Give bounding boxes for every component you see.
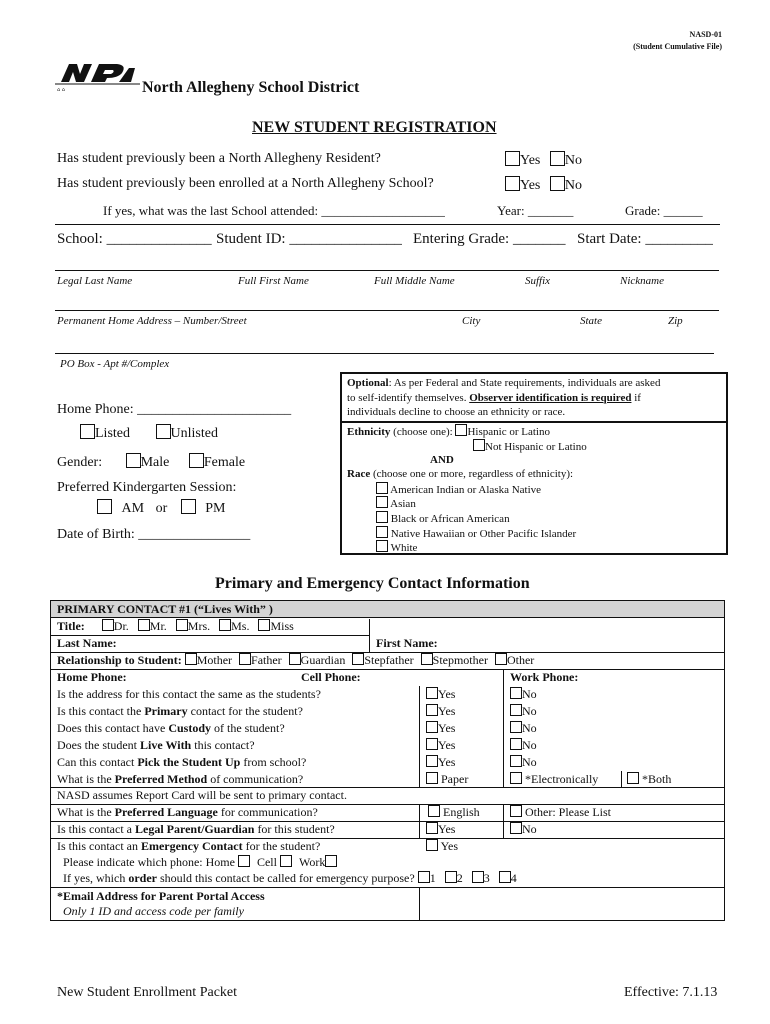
race-checkbox[interactable]	[376, 511, 388, 523]
race-option	[376, 511, 510, 525]
relationship-stepfather-checkbox[interactable]	[352, 653, 364, 665]
method-option: *Both	[642, 772, 672, 786]
resident-no-checkbox[interactable]	[550, 151, 565, 166]
emergency-work-checkbox[interactable]	[325, 855, 337, 867]
q-pre: Does this contact have	[57, 721, 169, 735]
language-english-checkbox[interactable]	[428, 805, 440, 817]
method-paper	[426, 772, 468, 787]
last-school-field[interactable]: If yes, what was the last School attended: ___________________	[103, 203, 445, 218]
relationship-mother-checkbox[interactable]	[185, 653, 197, 665]
male-label: Male	[140, 455, 170, 470]
question-no-checkbox[interactable]	[510, 687, 522, 699]
ethnicity-label: Ethnicity	[347, 426, 391, 438]
email-label: *Email Address for Parent Portal Access	[57, 889, 265, 903]
q-post: for the student?	[242, 839, 321, 853]
question-yes	[426, 704, 455, 719]
suffix-label: Suffix	[525, 275, 551, 287]
title-ms-checkbox[interactable]	[219, 619, 231, 631]
title-miss-checkbox[interactable]	[258, 619, 270, 631]
q-pre: Is this contact a	[57, 822, 135, 836]
observer-notice: Observer identification is required	[469, 392, 632, 404]
pm-checkbox[interactable]	[181, 499, 196, 514]
emergency-home-checkbox[interactable]	[238, 855, 250, 867]
question-yes-checkbox[interactable]	[426, 721, 438, 733]
race-hint: (choose one or more, regardless of ethnicity):	[370, 468, 574, 480]
emergency-yes	[426, 839, 458, 854]
method-option: *Electronically	[525, 772, 599, 786]
contact-first-name-field[interactable]: First Name:	[376, 636, 438, 650]
district-logo	[55, 60, 140, 92]
gender-row	[57, 453, 245, 471]
race-checkbox[interactable]	[376, 526, 388, 538]
order-row	[51, 871, 724, 887]
emergency-cell-checkbox[interactable]	[280, 855, 292, 867]
ethnicity-race-box	[340, 372, 728, 555]
race-option	[376, 482, 541, 496]
q-bold: Pick the Student Up	[137, 755, 241, 769]
title-option: Mrs.	[187, 619, 211, 633]
name-input-line[interactable]	[55, 270, 719, 271]
order-option: 4	[510, 871, 517, 885]
question-no-checkbox[interactable]	[510, 721, 522, 733]
work-label: Work	[298, 855, 326, 869]
contact-cell-phone-field[interactable]: Cell Phone:	[301, 670, 361, 684]
question-row	[51, 721, 724, 737]
hispanic-label: Hispanic or Latino	[467, 426, 550, 438]
title-row	[51, 619, 724, 635]
contact-last-name-field[interactable]: Last Name:	[57, 636, 117, 650]
guardian-yes	[426, 822, 455, 837]
question-no	[510, 704, 537, 719]
method-electronic-checkbox[interactable]	[510, 772, 522, 784]
question-yes	[426, 687, 455, 702]
optional-text-line2	[347, 392, 641, 404]
question-no	[510, 687, 537, 702]
contact-home-phone-field[interactable]: Home Phone:	[57, 670, 127, 684]
race-checkbox[interactable]	[376, 482, 388, 494]
guardian-yes-checkbox[interactable]	[426, 822, 438, 834]
question-yes-checkbox[interactable]	[426, 704, 438, 716]
footer-right: Effective: 7.1.13	[624, 985, 718, 1000]
relationship-option: Stepmother	[432, 653, 488, 667]
contact-work-phone-field[interactable]: Work Phone:	[510, 670, 579, 684]
city-label: City	[462, 315, 481, 327]
yes-label: Yes	[438, 704, 456, 718]
race-option-label: White	[390, 542, 418, 554]
order-option: 3	[483, 871, 490, 885]
relationship-label: Relationship to Student:	[57, 653, 182, 667]
optional-text1: : As per Federal and State requirements, individuals are asked	[388, 377, 661, 389]
po-box-label: PO Box - Apt #/Complex	[60, 358, 170, 370]
enrolled-no-checkbox[interactable]	[550, 176, 565, 191]
method-both	[627, 772, 671, 787]
last-name-label: Legal Last Name	[57, 275, 133, 287]
race-option-label: American Indian or Alaska Native	[390, 484, 542, 496]
order-option: 1	[429, 871, 436, 885]
title-dr-checkbox[interactable]	[102, 619, 114, 631]
guardian-no-checkbox[interactable]	[510, 822, 522, 834]
language-question	[57, 805, 318, 820]
footer-left: New Student Enrollment Packet	[57, 985, 238, 1000]
relationship-option: Father	[251, 653, 282, 667]
q-bold: Preferred Method	[114, 772, 208, 786]
state-label: State	[580, 315, 602, 327]
language-other	[510, 805, 611, 820]
question-no-checkbox[interactable]	[510, 755, 522, 767]
q-post: for communication?	[217, 805, 318, 819]
q-pre: What is the	[57, 805, 115, 819]
home-phone-field[interactable]: Home Phone: ______________________	[57, 402, 292, 417]
male-checkbox[interactable]	[126, 453, 141, 468]
or-label: or	[155, 501, 168, 516]
school-field[interactable]: School: ______________	[57, 231, 212, 247]
order-4-checkbox[interactable]	[499, 871, 511, 883]
form-subtitle: (Student Cumulative File)	[633, 42, 722, 51]
q-bold: order	[128, 871, 157, 885]
q-pre: What is the	[57, 772, 115, 786]
contact-header-label: PRIMARY CONTACT #1 (“Lives With” )	[57, 602, 273, 616]
kindergarten-label: Preferred Kindergarten Session:	[57, 480, 237, 495]
question-row	[51, 704, 724, 720]
q-post: for this student?	[254, 822, 335, 836]
no-label: No	[522, 822, 537, 836]
question-no	[510, 755, 537, 770]
pm-label: PM	[205, 501, 226, 516]
yes-label: Yes	[520, 153, 541, 168]
and-label: AND	[430, 454, 454, 466]
language-option: Other: Please List	[525, 805, 611, 819]
q-bold: Legal Parent/Guardian	[134, 822, 255, 836]
question-row	[51, 755, 724, 771]
phone-indicate-row	[51, 855, 724, 871]
question-text	[57, 738, 255, 753]
q-bold: Primary	[144, 704, 188, 718]
q-post: of communication?	[207, 772, 304, 786]
po-box-input-line[interactable]	[55, 353, 714, 354]
ethnicity-hint: (choose one):	[390, 426, 453, 438]
unlisted-checkbox[interactable]	[156, 424, 171, 439]
question-yes	[426, 738, 455, 753]
contact-table	[50, 600, 725, 921]
order-2-checkbox[interactable]	[445, 871, 457, 883]
q-pre: Is the address for this contact the same as the students?	[57, 687, 321, 701]
am-label: AM	[121, 501, 145, 516]
question-yes-checkbox[interactable]	[426, 687, 438, 699]
female-label: Female	[203, 455, 246, 470]
q-post: from school?	[240, 755, 307, 769]
optional-label: Optional	[347, 377, 389, 389]
guardian-row	[51, 822, 724, 838]
order-question	[63, 871, 517, 886]
title-option: Miss	[270, 619, 294, 633]
emergency-row	[51, 839, 724, 855]
q-post: of the student?	[211, 721, 285, 735]
enrolled-question: Has student previously been enrolled at a North Allegheny School?	[57, 176, 434, 191]
question-text	[57, 755, 306, 770]
resident-yes-no	[505, 151, 582, 169]
report-card-note: NASD assumes Report Card will be sent to primary contact.	[57, 788, 347, 802]
phone-indicate-label: Please indicate which phone: Home	[63, 855, 235, 869]
q-pre: Is this contact the	[57, 704, 145, 718]
q-bold: Custody	[168, 721, 211, 735]
question-yes	[426, 755, 455, 770]
unlisted-label: Unlisted	[170, 426, 218, 441]
q-bold: Live With	[140, 738, 192, 752]
q-pre: Is this contact an	[57, 839, 141, 853]
question-no	[510, 738, 537, 753]
emergency-question	[57, 839, 320, 854]
question-row	[51, 687, 724, 703]
relationship-other-checkbox[interactable]	[495, 653, 507, 665]
address-input-line[interactable]	[55, 310, 719, 311]
q-pre: If yes, which	[63, 871, 129, 885]
dob-field[interactable]: Date of Birth: ________________	[57, 527, 251, 542]
not-hispanic-checkbox[interactable]	[473, 439, 485, 451]
first-name-label: Full First Name	[238, 275, 309, 287]
yes-label: Yes	[438, 822, 456, 836]
no-label: No	[522, 721, 537, 735]
race-checkbox[interactable]	[376, 496, 388, 508]
gender-label: Gender:	[57, 455, 103, 470]
grade-field[interactable]: Grade: ______	[625, 203, 703, 218]
svg-text:⌂ ⌂: ⌂ ⌂	[57, 87, 65, 92]
name-row	[51, 636, 724, 652]
female-checkbox[interactable]	[189, 453, 204, 468]
title-mrs-checkbox[interactable]	[176, 619, 188, 631]
question-yes	[426, 721, 455, 736]
emergency-yes-checkbox[interactable]	[426, 839, 438, 851]
optional-text2a: to self-identify themselves.	[347, 392, 470, 404]
resident-question: Has student previously been a North Allegheny Resident?	[57, 151, 381, 166]
email-input[interactable]	[420, 888, 724, 920]
question-text	[57, 704, 303, 719]
no-label: No	[522, 687, 537, 701]
relationship-option: Guardian	[300, 653, 346, 667]
no-label: No	[522, 738, 537, 752]
q-pre: Does the student	[57, 738, 140, 752]
race-option	[376, 526, 576, 540]
yes-label: Yes	[438, 687, 456, 701]
relationship-row	[51, 653, 724, 669]
contact-section-title: Primary and Emergency Contact Information	[215, 575, 530, 592]
guardian-question	[57, 822, 335, 837]
q-post: should this contact be called for emergency purpose?	[156, 871, 415, 885]
method-both-checkbox[interactable]	[627, 772, 639, 784]
relationship-option: Other	[506, 653, 535, 667]
enrolled-yes-no	[505, 176, 582, 194]
yes-label: Yes	[438, 721, 456, 735]
zip-label: Zip	[668, 315, 683, 327]
relationship-stepmother-checkbox[interactable]	[421, 653, 433, 665]
race-option	[376, 540, 417, 554]
language-row	[51, 805, 724, 821]
yes-label: Yes	[520, 178, 541, 193]
email-note: Only 1 ID and access code per family	[63, 904, 244, 918]
nickname-label: Nickname	[620, 275, 664, 287]
order-1-checkbox[interactable]	[418, 871, 430, 883]
hispanic-checkbox[interactable]	[455, 424, 467, 436]
start-date-field[interactable]: Start Date: _________	[577, 231, 713, 247]
street-label: Permanent Home Address – Number/Street	[57, 315, 247, 327]
entering-grade-field[interactable]: Entering Grade: _______	[413, 231, 566, 247]
question-no-checkbox[interactable]	[510, 704, 522, 716]
yes-label: Yes	[438, 755, 456, 769]
listed-label: Listed	[95, 426, 130, 441]
q-post: this contact?	[191, 738, 255, 752]
listed-options	[80, 424, 218, 442]
year-field[interactable]: Year: _______	[497, 203, 574, 218]
question-row	[51, 738, 724, 754]
guardian-no	[510, 822, 537, 837]
middle-name-label: Full Middle Name	[374, 275, 455, 287]
question-no	[510, 721, 537, 736]
yes-label: Yes	[438, 738, 456, 752]
q-post: contact for the student?	[187, 704, 303, 718]
race-option	[376, 496, 416, 510]
order-option: 2	[456, 871, 463, 885]
question-text	[57, 687, 321, 702]
no-label: No	[522, 704, 537, 718]
relationship-option: Stepfather	[364, 653, 414, 667]
optional-text-line1	[347, 377, 660, 389]
resident-yes-checkbox[interactable]	[505, 151, 520, 166]
question-text	[57, 721, 285, 736]
question-no-checkbox[interactable]	[510, 738, 522, 750]
contact-header	[51, 601, 724, 618]
q-pre: Can this contact	[57, 755, 138, 769]
relationship-option: Mother	[196, 653, 233, 667]
enrolled-yes-checkbox[interactable]	[505, 176, 520, 191]
language-other-checkbox[interactable]	[510, 805, 522, 817]
district-name: North Allegheny School District	[142, 79, 360, 96]
language-option: English	[443, 805, 480, 819]
race-option-label: Asian	[390, 498, 416, 510]
question-yes-checkbox[interactable]	[426, 738, 438, 750]
title-mr-checkbox[interactable]	[138, 619, 150, 631]
title-option: Dr.	[113, 619, 129, 633]
no-label: No	[522, 755, 537, 769]
title-option: Mr.	[149, 619, 167, 633]
yes-label: Yes	[440, 839, 459, 853]
relationship-father-checkbox[interactable]	[239, 653, 251, 665]
race-label: Race	[347, 468, 371, 480]
page-title: NEW STUDENT REGISTRATION	[252, 119, 497, 136]
phone-indicate	[63, 855, 337, 870]
no-label: No	[564, 153, 582, 168]
race-checkbox[interactable]	[376, 540, 388, 552]
am-checkbox[interactable]	[97, 499, 112, 514]
race-option-label: Native Hawaiian or Other Pacific Islander	[390, 528, 577, 540]
method-electronic	[510, 772, 598, 787]
question-yes-checkbox[interactable]	[426, 755, 438, 767]
kindergarten-options	[97, 499, 225, 517]
title-option: Ms.	[231, 619, 250, 633]
method-paper-checkbox[interactable]	[426, 772, 438, 784]
ethnicity-row	[347, 424, 550, 438]
title-label: Title:	[57, 619, 85, 633]
not-hispanic-label: Not Hispanic or Latino	[485, 441, 587, 453]
optional-text2c: if	[631, 392, 641, 404]
race-row	[347, 468, 573, 480]
race-option-label: Black or African American	[390, 513, 510, 525]
order-3-checkbox[interactable]	[472, 871, 484, 883]
q-bold: Preferred Language	[114, 805, 218, 819]
form-code: NASD-01	[689, 30, 722, 39]
cell-label: Cell	[256, 855, 277, 869]
relationship-guardian-checkbox[interactable]	[289, 653, 301, 665]
listed-checkbox[interactable]	[80, 424, 95, 439]
no-label: No	[564, 178, 582, 193]
method-row	[51, 772, 724, 788]
language-english	[428, 805, 480, 820]
phone-row	[51, 670, 724, 686]
student-id-field[interactable]: Student ID: _______________	[216, 231, 402, 247]
method-question	[57, 772, 303, 787]
method-option: Paper	[441, 772, 469, 786]
q-bold: Emergency Contact	[140, 839, 243, 853]
optional-text-line3: individuals decline to choose an ethnicity or race.	[347, 406, 566, 418]
not-hispanic-row	[473, 439, 587, 453]
